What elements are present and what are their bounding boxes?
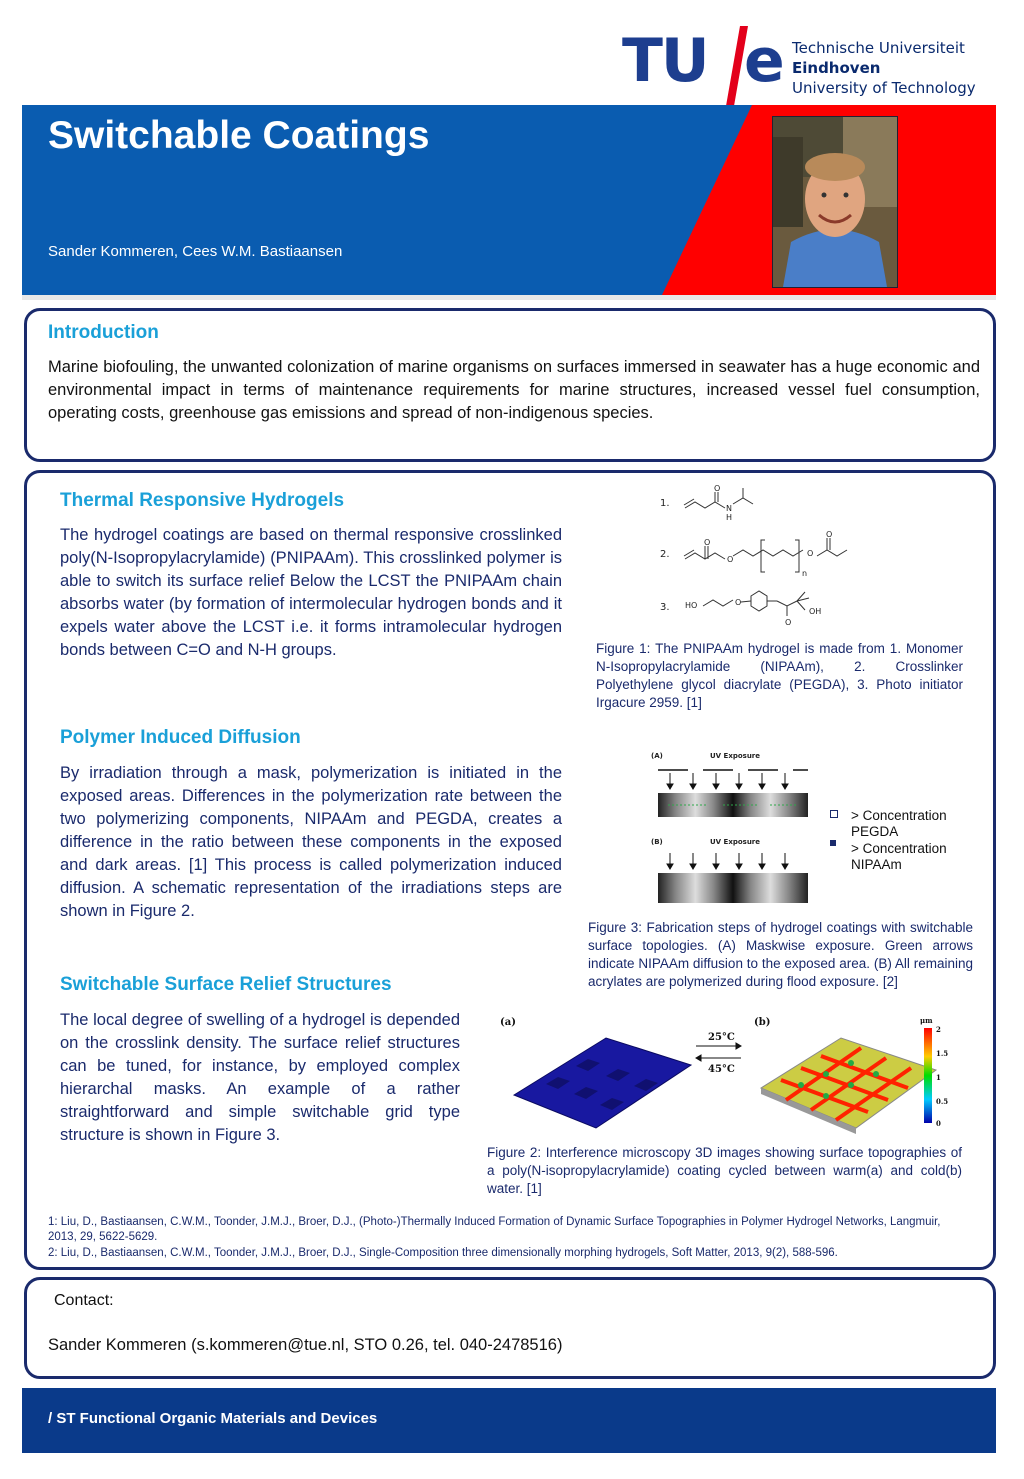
fig1-atom-ho: HO [685, 601, 698, 610]
fig1-atom-o6: O [735, 598, 742, 607]
fig1-atom-o4: O [807, 549, 814, 558]
contact-panel [24, 1277, 996, 1379]
figure2-scale-tick-3: 0.5 [936, 1097, 949, 1106]
fig1-atom-sub-n: n [802, 569, 808, 578]
legend-nipaam-line1: > Concentration [851, 841, 947, 856]
authors: Sander Kommeren, Cees W.M. Bastiaansen [48, 243, 343, 260]
figure2-scale-tick-1: 1.5 [936, 1049, 949, 1058]
fig1-atom-oh: OH [809, 607, 822, 616]
figure1-label-3: 3. [660, 602, 670, 613]
fig1-atom-o5: O [826, 530, 833, 539]
fig1-atom-n: N [726, 504, 732, 513]
thermal-text: The hydrogel coatings are based on thermal responsive crosslinked poly(N-Isopropylacrylamide) (PNIPAAm). This crosslinked polymer is able to switch its surface relief Below the LCST the PNIPAAm chain absorbs water (by formation of intermolecular hydrogen bonds and it expels water above the LCST i.e. it forms intramolecular hydrogen bonds between C=O and N-H groups. [60, 526, 562, 659]
footer-group-name: / ST Functional Organic Materials and Devices [48, 1410, 378, 1427]
contact-heading: Contact: [54, 1292, 114, 1309]
figure2-temp-up: 25°C [708, 1032, 735, 1043]
figure2-scale-tick-4: 0 [936, 1119, 941, 1128]
fig1-atom-o7: O [785, 618, 792, 627]
relief-heading: Switchable Surface Relief Structures [60, 974, 392, 995]
legend-pegda-line1: > Concentration [851, 808, 947, 823]
figure3-uv-label-b: UV Exposure [710, 838, 761, 846]
figure2-topography-images [496, 1010, 966, 1140]
thermal-heading: Thermal Responsive Hydrogels [60, 490, 345, 511]
logo-line1: Technische Universiteit [792, 39, 965, 57]
reference-1: 1: Liu, D., Bastiaansen, C.W.M., Toonder, J.M.J., Broer, D.J., (Photo-)Thermally Induced Formation of Dynamic Surface Topographies in Polymer Hydrogel Networks, Langmuir, 2013, 29, 5622-5629. [48, 1216, 941, 1243]
figure3-uv-label-a: UV Exposure [710, 752, 761, 760]
intro-heading: Introduction [48, 322, 159, 343]
figure3-panel-b: (B) [651, 838, 663, 846]
legend-filled-square-icon [830, 840, 836, 846]
figure2-temp-down: 45°C [708, 1064, 735, 1075]
fig1-atom-o1: O [714, 484, 721, 493]
reference-2: 2: Liu, D., Bastiaansen, C.W.M., Toonder, J.M.J., Broer, D.J., Single-Composition three dimensionally morphing hydrogels, Soft Matter, 2013, 9(2), 588-596. [48, 1247, 838, 1259]
figure2-scale-tick-0: 2 [936, 1025, 941, 1034]
logo-line2: Eindhoven [792, 59, 881, 77]
page-title: Switchable Coatings [48, 114, 430, 157]
legend-nipaam [851, 841, 947, 873]
figure2-caption: Figure 2: Interference microscopy 3D images showing surface topographies of a poly(N-isopropylacrylamide) coating cycled between warm(a) and cold(b) water. [1] [487, 1145, 962, 1196]
figure1-chemical-structures [655, 484, 895, 634]
tue-logo [622, 26, 1002, 104]
figure1-label-2: 2. [660, 549, 670, 560]
author-photo [772, 116, 898, 288]
relief-text: The local degree of swelling of a hydrogel is depended on the crosslink density. The surface relief structures can be tuned, for instance, by employed complex hierarchal masks. An example of a rather straightforward and simple switchable grid type structure is shown in Figure 3. [60, 1011, 460, 1144]
fig1-atom-o2: O [704, 538, 711, 547]
diffusion-heading: Polymer Induced Diffusion [60, 727, 301, 748]
figure3-panel-a: (A) [651, 752, 663, 760]
figure1-caption: Figure 1: The PNIPAAm hydrogel is made from 1. Monomer N-Isopropylacrylamide (NIPAAm), 2. Crosslinker Polyethylene glycol diacrylate (PEGDA), 3. Photo initiator Irgacure 2959. [1] [596, 641, 963, 710]
logo-brand-e: e [744, 26, 785, 96]
figure3-caption: Figure 3: Fabrication steps of hydrogel coatings with switchable surface topologies. (A) Maskwise exposure. Green arrows indicate NIPAAm diffusion to the exposed area. (B) All remaining acrylates are polymerized during flood exposure. [2] [588, 920, 973, 989]
legend-pegda-line2: PEGDA [851, 824, 899, 839]
diffusion-text: By irradiation through a mask, polymerization is initiated in the exposed areas. Differences in the polymerization rate between the two polymerizing components, NIPAAm and PEGDA, creates a difference in the ratio between these components in the exposed and dark areas. [1] This process is called polymerization induced diffusion. A schematic representation of the irradiations steps are shown in Figure 2. [60, 764, 562, 920]
figure2-scale-unit: μm [920, 1016, 933, 1025]
legend-nipaam-line2: NIPAAm [851, 857, 902, 872]
legend-open-square-icon [830, 810, 838, 818]
logo-line3: University of Technology [792, 79, 976, 97]
logo-wordmark [792, 38, 976, 98]
figure1-label-1: 1. [660, 498, 670, 509]
fig1-atom-o3: O [727, 555, 734, 564]
logo-brand-tu: TU [622, 26, 708, 96]
intro-text: Marine biofouling, the unwanted colonization of marine organisms on surfaces immersed in seawater has a huge economic and environmental impact in terms of maintenance requirements for marine structures, increased vessel fuel consumption, operating costs, greenhouse gas emissions and spread of non-indigenous species. [48, 358, 980, 422]
contact-details: Sander Kommeren (s.kommeren@tue.nl, STO 0.26, tel. 040-2478516) [48, 1336, 563, 1354]
figure2-scale-tick-2: 1 [936, 1073, 941, 1082]
figure2-panel-a: (a) [500, 1017, 516, 1028]
figure3-schematic [648, 748, 823, 908]
legend-pegda [851, 808, 947, 840]
fig1-atom-h: H [726, 513, 733, 522]
figure2-panel-b: (b) [754, 1017, 771, 1028]
